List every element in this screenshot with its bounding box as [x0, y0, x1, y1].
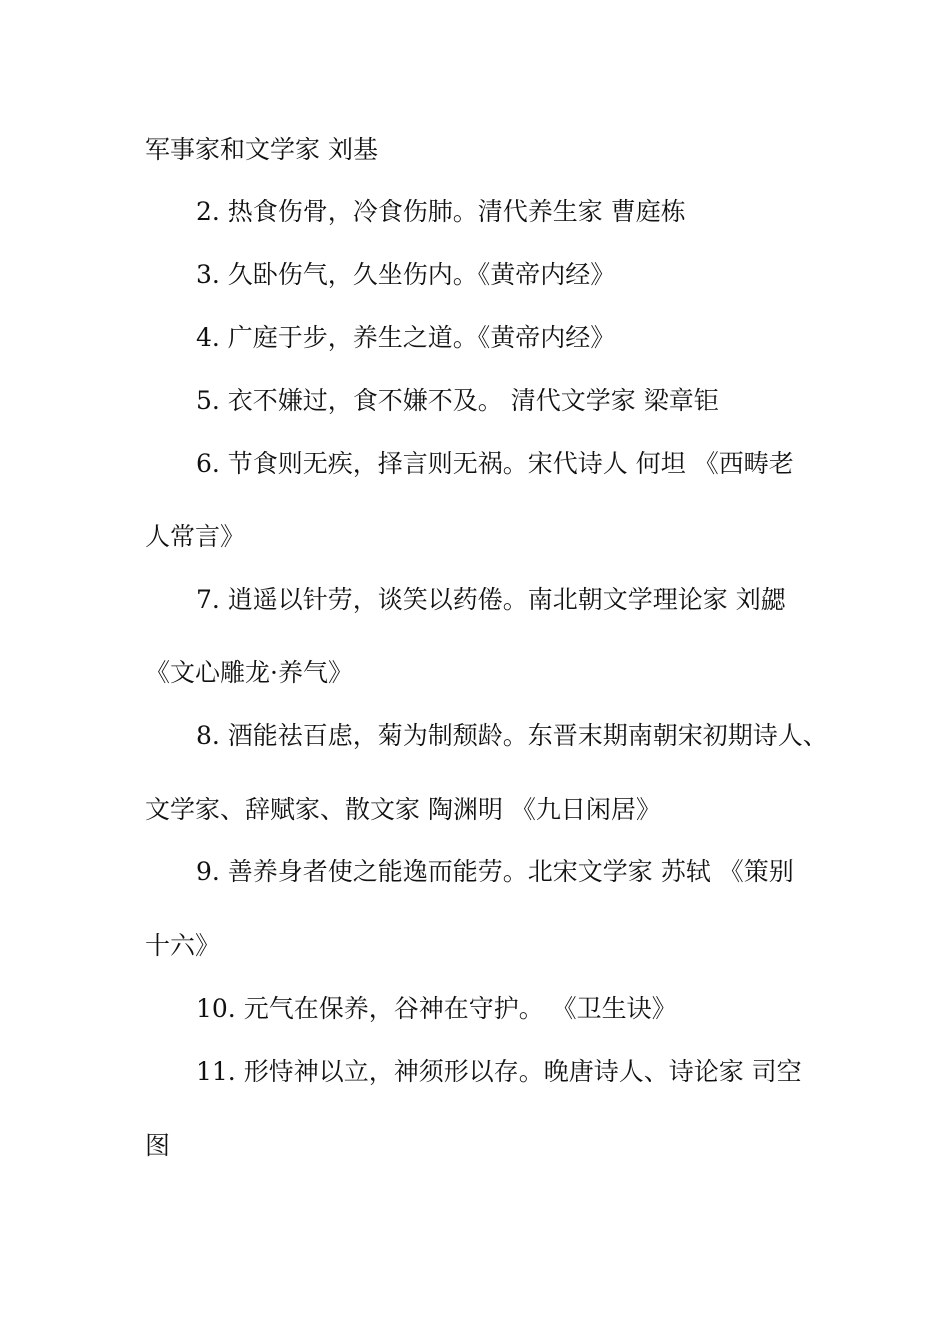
list-item-7: 7. 逍遥以针劳，谈笑以药倦。南北朝文学理论家 刘勰 [196, 585, 786, 614]
list-item-4: 4. 广庭于步，养生之道。《黄帝内经》 [196, 323, 616, 352]
text-line: 图 [145, 1131, 171, 1160]
list-item-3: 3. 久卧伤气，久坐伤内。《黄帝内经》 [196, 260, 616, 289]
list-item-11: 11. 形恃神以立，神须形以存。晚唐诗人、诗论家 司空 [196, 1057, 802, 1086]
text-line: 《文心雕龙·养气》 [145, 658, 353, 687]
list-item-6: 6. 节食则无疾，择言则无祸。宋代诗人 何坦 《西畴老 [196, 449, 794, 478]
list-item-8: 8. 酒能祛百虑，菊为制颓龄。东晋末期南朝宋初期诗人、 [196, 721, 828, 750]
list-item-10: 10. 元气在保养，谷神在守护。 《卫生诀》 [196, 994, 677, 1023]
list-item-9: 9. 善养身者使之能逸而能劳。北宋文学家 苏轼 《策别 [196, 857, 794, 886]
text-line: 文学家、辞赋家、散文家 陶渊明 《九日闲居》 [145, 795, 661, 824]
list-item-5: 5. 衣不嫌过，食不嫌不及。 清代文学家 梁章钜 [196, 386, 719, 415]
text-line: 军事家和文学家 刘基 [145, 135, 378, 164]
text-line: 十六》 [145, 931, 221, 960]
text-line: 人常言》 [145, 522, 246, 551]
list-item-2: 2. 热食伤骨，冷食伤肺。清代养生家 曹庭栋 [196, 197, 686, 226]
